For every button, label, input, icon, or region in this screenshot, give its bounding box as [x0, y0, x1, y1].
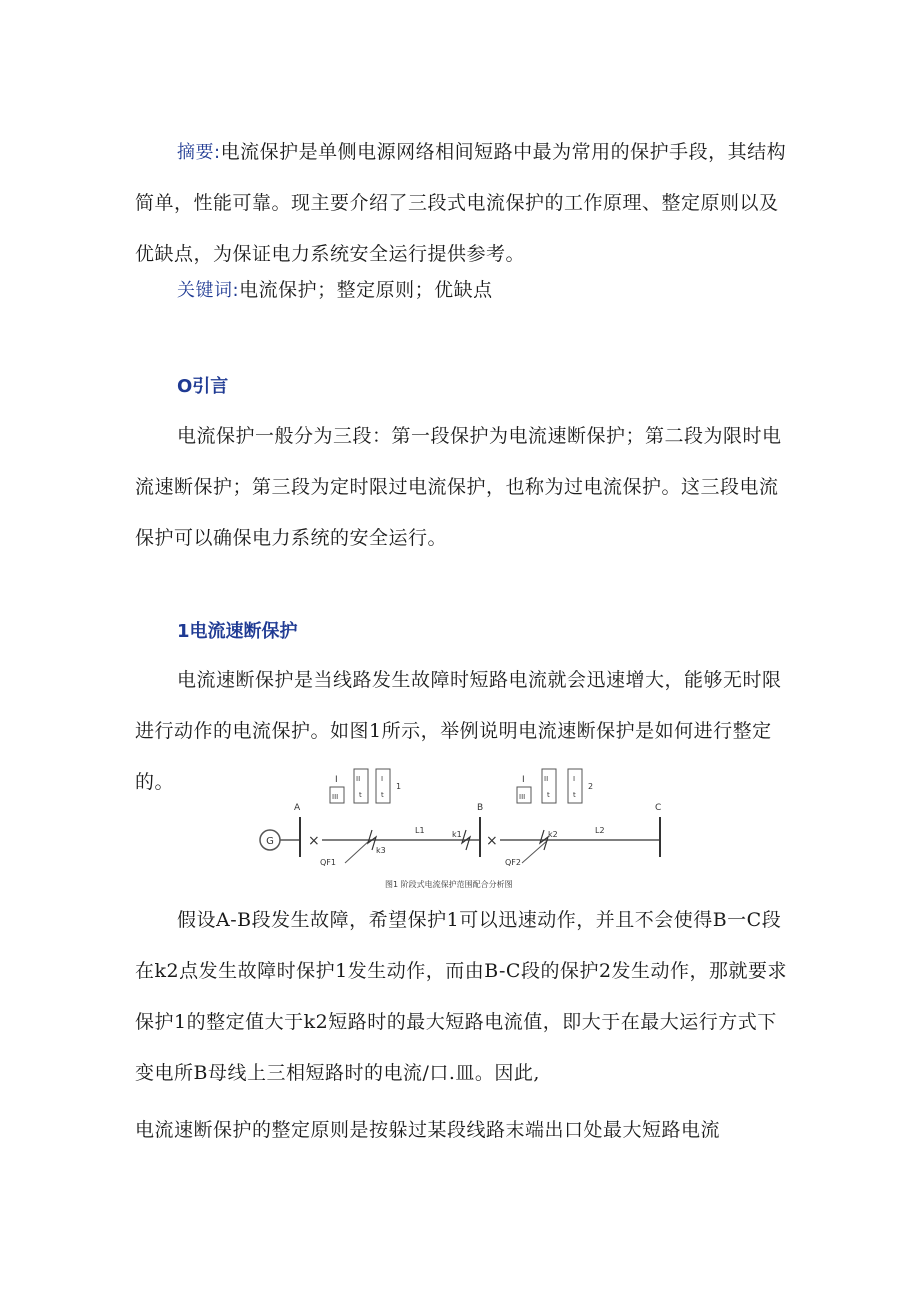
fault-k2-icon — [540, 830, 548, 850]
qf1-label: QF1 — [320, 858, 336, 867]
section1-body1: 电流速断保护是当线路发生故障时短路电流就会迅速增大，能够无时限进行动作的电流保护。如图1所示，举例说明电流速断保护是如何进行整定的。 — [135, 669, 782, 793]
figure-caption: 图1 阶段式电流保护范围配合分析图 — [385, 880, 513, 889]
relay1-i: I — [335, 775, 338, 785]
fault-k1-icon — [462, 830, 470, 850]
bus-b-label: B — [477, 803, 484, 813]
breaker-2-icon: × — [486, 833, 498, 849]
generator-label: G — [266, 836, 274, 847]
figure-1 — [250, 765, 680, 895]
svg-text:t: t — [573, 791, 576, 799]
abstract-text: 电流保护是单侧电源网络相间短路中最为常用的保护手段，其结构简单，性能可靠。现主要介绍了三段式电流保护的工作原理、整定原则以及优缺点，为保证电力系统安全运行提供参考。 — [135, 141, 787, 265]
k2-label: k2 — [548, 830, 558, 839]
protection-range-2 — [522, 840, 548, 863]
svg-text:III: III — [332, 793, 339, 801]
k3-label: k3 — [376, 846, 386, 855]
qf2-label: QF2 — [505, 858, 521, 867]
relay2-number: 2 — [588, 782, 594, 791]
svg-text:III: III — [519, 793, 526, 801]
line-l1-label: L1 — [415, 826, 425, 835]
keywords-paragraph — [135, 265, 795, 316]
svg-text:t: t — [547, 791, 550, 799]
section0-body: 电流保护一般分为三段：第一段保护为电流速断保护；第二段为限时电流速断保护；第三段为定时限过电流保护，也称为过电流保护。这三段电流保护可以确保电力系统的安全运行。 — [135, 425, 782, 549]
fault-k3-icon — [368, 830, 376, 850]
svg-text:I: I — [381, 775, 384, 783]
line-l2-label: L2 — [595, 826, 605, 835]
breaker-1-icon: × — [308, 833, 320, 849]
svg-text:I: I — [573, 775, 576, 783]
relay1-number: 1 — [396, 782, 402, 791]
svg-text:II: II — [544, 775, 549, 783]
relay2-i: I — [522, 775, 525, 785]
protection-range-1 — [345, 840, 370, 863]
k1-label: k1 — [452, 830, 462, 839]
svg-text:II: II — [356, 775, 361, 783]
abstract-label: 摘要: — [177, 142, 221, 163]
svg-text:t: t — [359, 791, 362, 799]
bus-a-label: A — [294, 803, 301, 813]
section0-heading: O引言 — [177, 376, 229, 397]
section1-heading: 1电流速断保护 — [177, 621, 298, 642]
keywords-label: 关键词: — [177, 280, 240, 301]
circuit-diagram — [250, 765, 680, 895]
abstract-paragraph — [135, 127, 795, 280]
section1-body2: 假设A-B段发生故障，希望保护1可以迅速动作，并且不会使得B一C段在k2点发生故障时保护1发生动作，而由B-C段的保护2发生动作，那就要求保护1的整定值大于k2短路时的最大短路电流值，即大于在最大运行方式下变电所B母线上三相短路时的电流/口.皿。因此, — [135, 909, 788, 1084]
section1-body3: 电流速断保护的整定原则是按躲过某段线路末端出口处最大短路电流 — [135, 1119, 721, 1141]
keywords-text: 电流保护；整定原则；优缺点 — [239, 279, 493, 301]
bus-c-label: C — [655, 803, 662, 813]
svg-text:t: t — [381, 791, 384, 799]
